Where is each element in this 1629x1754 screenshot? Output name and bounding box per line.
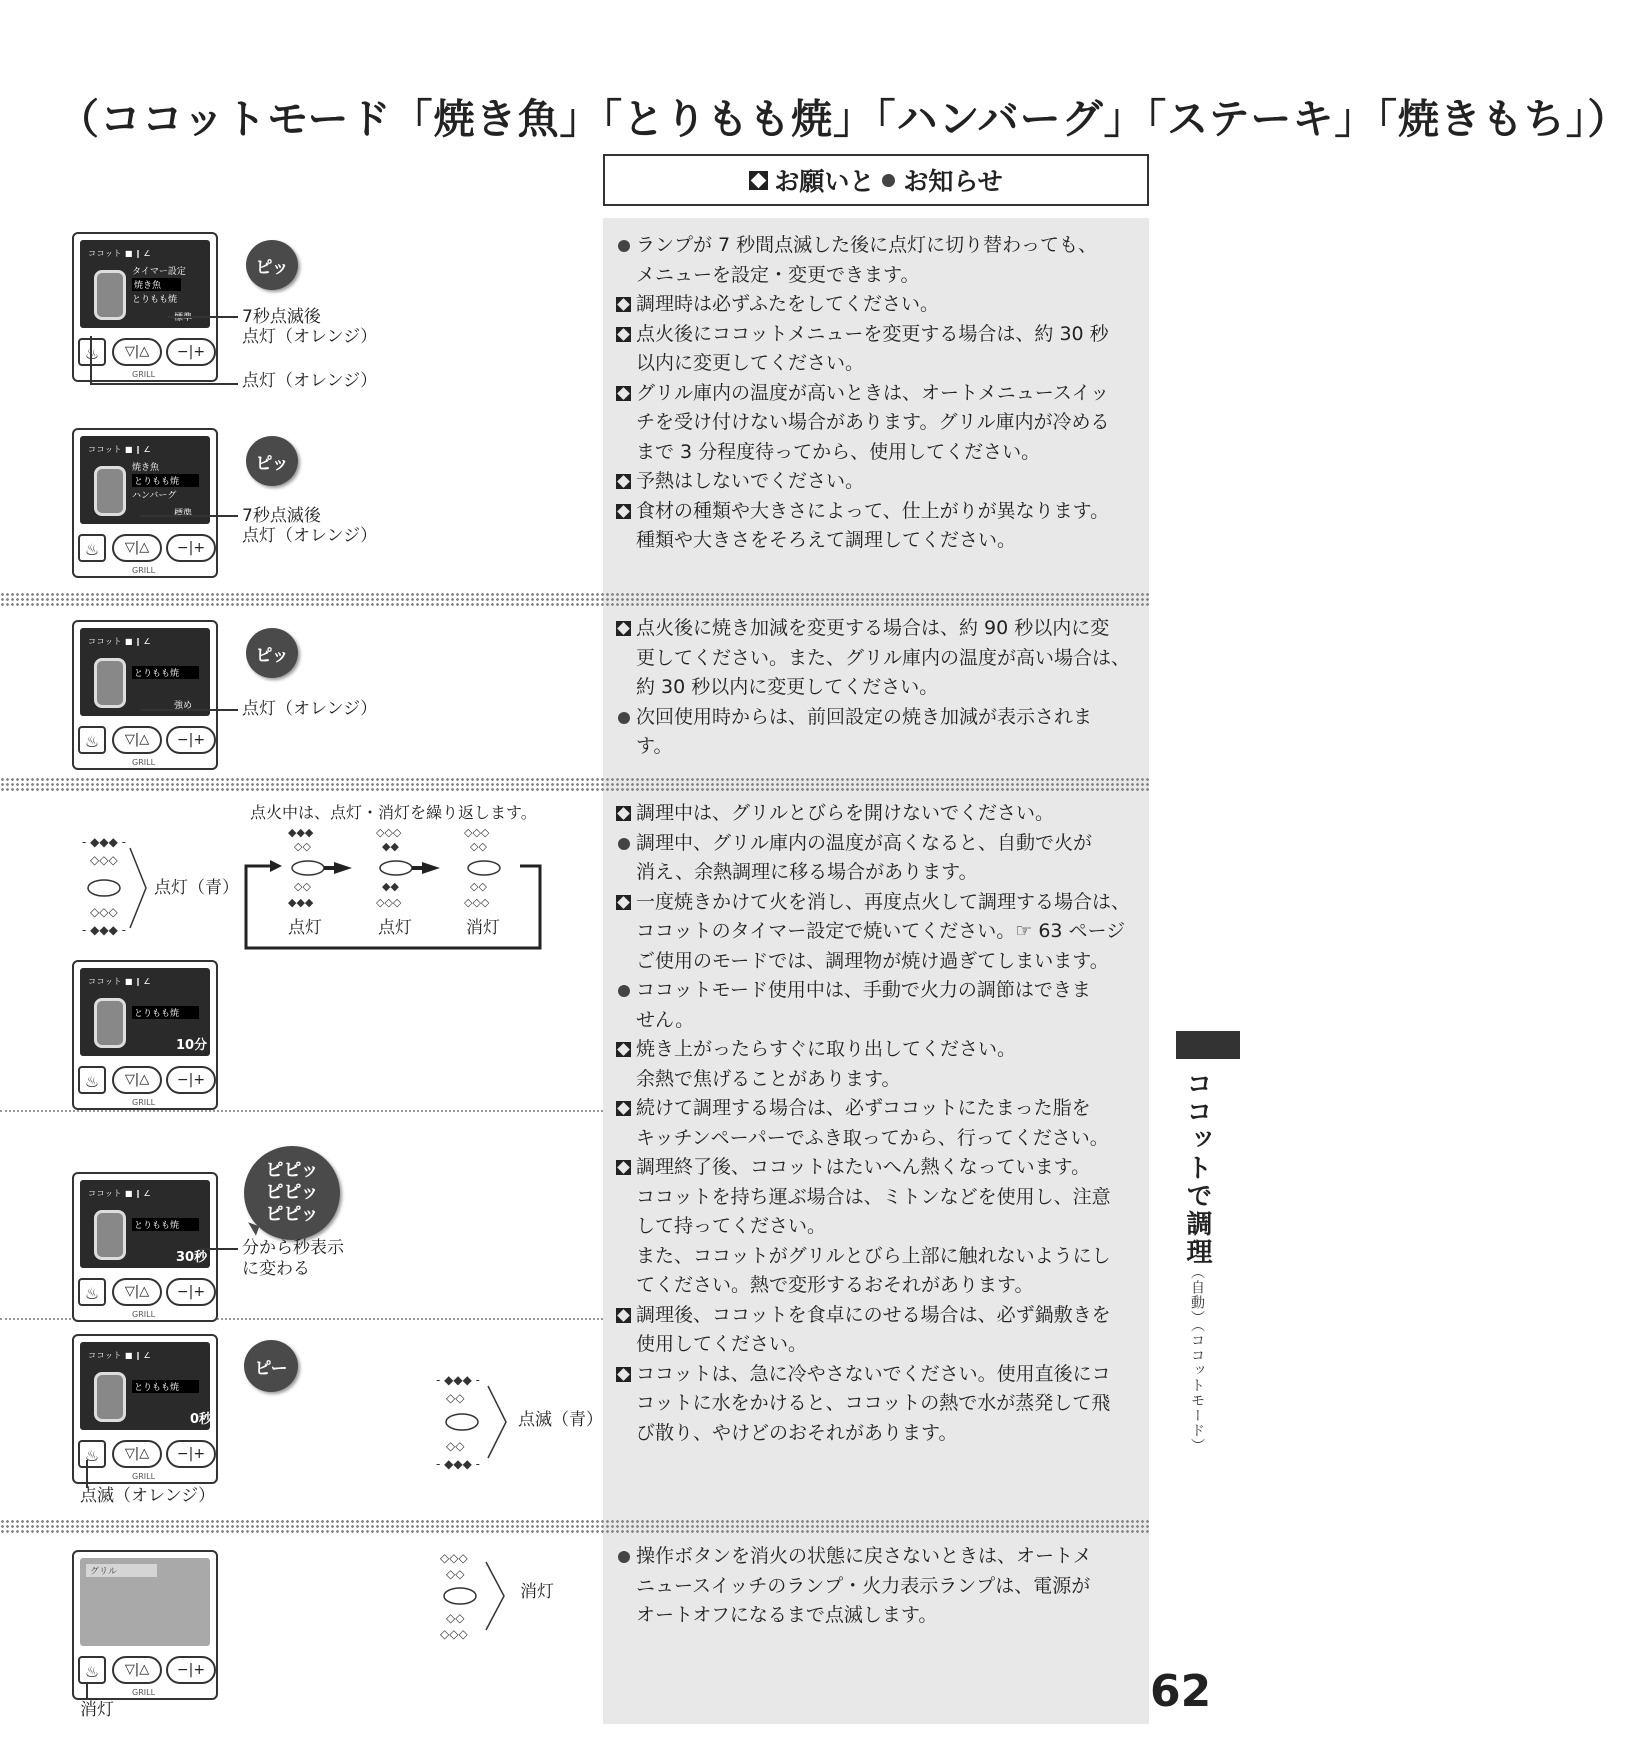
note-line: まで 3 分程度待ってから、使用してください。 — [636, 440, 1041, 463]
adjust-button[interactable]: −|+ — [166, 1656, 216, 1684]
svg-text:◆◆: ◆◆ — [382, 880, 399, 893]
note-line: 点火後に焼き加減を変更する場合は、約 90 秒以内に変 — [636, 617, 1110, 639]
menu-item: タイマー設定 — [132, 267, 186, 277]
leader-line — [168, 316, 238, 318]
note-item — [614, 1301, 1146, 1360]
note-item — [614, 703, 1146, 762]
grill-label: GRILL — [132, 566, 156, 575]
note-item — [614, 290, 1146, 320]
lamp-off — [436, 1546, 516, 1646]
svg-text:◇◇: ◇◇ — [294, 880, 311, 893]
auto-menu-button[interactable]: ♨ — [78, 1066, 106, 1094]
svg-text:- ◆◆◆ -: - ◆◆◆ - — [82, 923, 126, 937]
status-icons: ココット ■ ∥ ∠ — [88, 249, 152, 258]
note-line: 調理後、ココットを食卓にのせる場合は、必ず鍋敷きを — [636, 1303, 1111, 1326]
svg-text:◇◇◇: ◇◇◇ — [440, 1627, 468, 1641]
status-icons: ココット ■ ∥ ∠ — [88, 977, 152, 986]
svg-text:◇◇: ◇◇ — [446, 1611, 465, 1625]
timer-readout: 0秒 — [190, 1412, 213, 1427]
note-line: 調理中、グリル庫内の温度が高くなると、自動で火が — [636, 831, 1093, 854]
status-icons: ココット ■ ∥ ∠ — [88, 445, 152, 454]
menu-item-selected: 焼き魚 — [132, 278, 181, 291]
svg-text:◇◇◇: ◇◇◇ — [376, 896, 402, 909]
svg-text:◇◇◇: ◇◇◇ — [440, 1551, 468, 1565]
beep-bubble-multi — [244, 1146, 340, 1240]
cycle-state: 点灯 — [378, 918, 412, 938]
callout-label: 点灯（オレンジ） — [242, 526, 378, 546]
adjust-button[interactable]: −|+ — [166, 726, 216, 754]
cocotte-icon — [94, 998, 126, 1048]
beep-bubble: ピッ — [246, 436, 298, 486]
status-icons: ココット ■ ∥ ∠ — [88, 1351, 152, 1360]
note-line: オートオフになるまで点滅します。 — [636, 1604, 938, 1626]
note-item — [614, 1360, 1146, 1449]
svg-text:◇◇◇: ◇◇◇ — [90, 853, 118, 867]
page-title: （ココットモード「焼き魚」「とりもも焼」「ハンバーグ」「ステーキ」「焼きもち」） — [58, 95, 1629, 143]
note-item — [614, 231, 1146, 290]
note-item — [614, 379, 1146, 468]
svg-text:◇◇: ◇◇ — [294, 840, 311, 853]
note-line: 種類や大きさをそろえて調理してください。 — [636, 529, 1017, 551]
control-panel-5 — [72, 1172, 218, 1322]
note-line: 焼き上がったらすぐに取り出してください。 — [636, 1038, 1017, 1060]
adjust-button[interactable]: −|+ — [166, 1278, 216, 1306]
lamp-lit-blue — [82, 835, 146, 937]
svg-text:◆◆: ◆◆ — [382, 840, 399, 853]
doneness-level: 標準 — [174, 509, 193, 519]
notes-section-4 — [614, 1542, 1146, 1631]
svg-text:◇◇◇: ◇◇◇ — [90, 905, 118, 919]
control-panel-4 — [72, 960, 218, 1110]
note-item — [614, 829, 1146, 888]
caution-icon — [749, 171, 768, 190]
note-item — [614, 1094, 1146, 1153]
cocotte-icon — [94, 466, 126, 516]
menu-item: グリル — [86, 1564, 157, 1577]
auto-menu-button[interactable]: ♨ — [78, 1656, 106, 1684]
note-line: 一度焼きかけて火を消し、再度点火して調理する場合は、 — [636, 890, 1131, 913]
note-line: ランプが 7 秒間点滅した後に点灯に切り替わっても、 — [636, 234, 1097, 256]
note-line: 続けて調理する場合は、必ずココットにたまった脂を — [636, 1097, 1091, 1119]
beep-bubble: ピッ — [246, 240, 298, 290]
leader-line — [140, 515, 238, 517]
note-item — [614, 467, 1146, 497]
svg-text:- ◆◆◆ -: - ◆◆◆ - — [436, 1373, 480, 1387]
menu-item: ハンバーグ — [132, 491, 177, 501]
callout-label: 点滅（青） — [518, 1410, 603, 1430]
info-dot-icon — [882, 174, 895, 187]
auto-menu-button[interactable]: ♨ — [78, 726, 106, 754]
note-line: 調理終了後、ココットはたいへん熱くなっています。 — [636, 1156, 1091, 1178]
note-item — [614, 976, 1146, 1035]
svg-text:◆◆◆: ◆◆◆ — [288, 826, 314, 839]
display-screen — [80, 1342, 213, 1430]
notice-header-label: お願いと — [774, 167, 875, 196]
beep-text: ピピッ — [265, 1160, 319, 1181]
notes-section-2 — [614, 614, 1146, 762]
grill-label: GRILL — [132, 1688, 156, 1697]
note-item — [614, 1542, 1146, 1631]
note-item — [614, 1153, 1146, 1301]
control-panel-2 — [72, 428, 218, 578]
grill-label: GRILL — [132, 1310, 156, 1319]
svg-text:- ◆◆◆ -: - ◆◆◆ - — [82, 835, 126, 849]
beep-bubble: ピッ — [246, 628, 298, 678]
note-line: 予熱はしないでください。 — [636, 470, 865, 492]
auto-menu-button[interactable]: ♨ — [78, 1278, 106, 1306]
leader-line — [200, 1248, 238, 1250]
leader-line — [90, 336, 92, 384]
callout-label: 点滅（オレンジ） — [80, 1486, 216, 1506]
menu-item: 焼き魚 — [132, 463, 160, 473]
callout-label: 7秒点滅後 — [242, 307, 321, 327]
grill-label: GRILL — [132, 1098, 156, 1107]
leader-line — [90, 383, 238, 385]
adjust-button[interactable]: −|+ — [166, 534, 216, 562]
beep-text: ピピッ — [265, 1182, 319, 1203]
svg-text:- ◆◆◆ -: - ◆◆◆ - — [436, 1457, 480, 1471]
note-line: メニューを設定・変更できます。 — [636, 263, 920, 286]
cocotte-icon — [94, 1372, 126, 1422]
cycle-state: 点灯 — [288, 918, 322, 938]
timer-readout: 30秒 — [176, 1250, 208, 1265]
note-line: 食材の種類や大きさによって、仕上がりが異なります。 — [636, 499, 1110, 522]
note-item — [614, 1035, 1146, 1094]
section-divider — [0, 1519, 1149, 1535]
callout-label: 消灯 — [520, 1582, 554, 1602]
note-item — [614, 497, 1146, 556]
menu-item: とりもも焼 — [132, 295, 178, 305]
lamp-blink-blue — [436, 1366, 516, 1476]
auto-menu-button[interactable]: ♨ — [78, 1440, 106, 1468]
note-item — [614, 888, 1146, 977]
note-line: 約 30 秒以内に変更してください。 — [636, 676, 939, 698]
grill-label: GRILL — [132, 758, 156, 767]
adjust-button[interactable]: −|+ — [166, 1440, 216, 1468]
note-line: グリル庫内の温度が高いときは、オートメニュースイッ — [636, 381, 1110, 404]
leader-line — [140, 709, 238, 711]
menu-select-button[interactable]: ▽|△ — [112, 1066, 162, 1094]
adjust-button[interactable]: −|+ — [166, 338, 216, 366]
cocotte-icon — [94, 1210, 126, 1260]
svg-text:◇◇: ◇◇ — [446, 1391, 465, 1405]
menu-item-selected: とりもも焼 — [132, 1006, 199, 1019]
menu-select-button[interactable]: ▽|△ — [112, 338, 162, 366]
note-line: す。 — [636, 735, 673, 757]
display-screen — [80, 628, 210, 716]
note-line: して持ってください。 — [636, 1215, 827, 1237]
cycle-state: 消灯 — [466, 918, 500, 938]
chapter-tab — [1176, 1031, 1240, 1059]
callout-label: に変わる — [242, 1259, 310, 1279]
note-line: ココットを持ち運ぶ場合は、ミトンなどを使用し、注意 — [636, 1185, 1111, 1208]
menu-select-button[interactable]: ▽|△ — [112, 1656, 162, 1684]
beep-text: ピピッ — [265, 1204, 319, 1225]
note-line: てください。熱で変形するおそれがあります。 — [636, 1274, 1034, 1296]
svg-text:◇◇: ◇◇ — [470, 840, 487, 853]
svg-text:◆◆◆: ◆◆◆ — [288, 896, 314, 909]
menu-item-selected: とりもも焼 — [132, 474, 199, 487]
callout-label: 点灯（青） — [154, 878, 239, 898]
section-divider — [0, 592, 1149, 608]
note-line: 次回使用時からは、前回設定の焼き加減が表示されま — [636, 705, 1093, 728]
page-number: 62 — [1150, 1666, 1212, 1717]
doneness-level: 標準 — [174, 313, 193, 323]
auto-menu-button[interactable]: ♨ — [78, 534, 106, 562]
doneness-level: 強め — [174, 701, 193, 711]
note-line: キッチンペーパーでふき取ってから、行ってください。 — [636, 1126, 1109, 1149]
menu-select-button[interactable]: ▽|△ — [112, 726, 162, 754]
svg-text:◇◇: ◇◇ — [470, 880, 487, 893]
note-line: チを受け付けない場合があります。グリル庫内が冷める — [636, 411, 1110, 433]
callout-label: 点灯（オレンジ） — [242, 327, 378, 347]
note-line: ご使用のモードでは、調理物が焼け過ぎてしまいます。 — [636, 949, 1109, 972]
callout-label: 7秒点滅後 — [242, 506, 321, 526]
control-panel-6 — [72, 1334, 218, 1484]
note-line: ココットは、急に冷やさないでください。使用直後にコ — [636, 1362, 1111, 1385]
display-screen — [80, 240, 210, 328]
note-line: コットに水をかけると、ココットの熱で水が蒸発して飛 — [636, 1392, 1111, 1414]
svg-text:◇◇◇: ◇◇◇ — [376, 826, 402, 839]
auto-menu-button[interactable]: ♨ — [78, 338, 106, 366]
note-line: ココットのタイマー設定で焼いてください。☞ 63 ページ — [636, 920, 1126, 942]
timer-readout: 10分 — [176, 1038, 208, 1053]
notes-section-3 — [614, 799, 1146, 1448]
note-line: 調理中は、グリルとびらを開けないでください。 — [636, 802, 1055, 824]
note-line: 消え、余熱調理に移る場合があります。 — [636, 861, 978, 883]
note-line: 操作ボタンを消火の状態に戻さないときは、オートメ — [636, 1545, 1092, 1567]
svg-text:◇◇: ◇◇ — [446, 1567, 465, 1581]
display-screen-off — [80, 1558, 210, 1646]
grill-label: GRILL — [132, 1472, 156, 1481]
status-icons: ココット ■ ∥ ∠ — [88, 637, 152, 646]
display-screen — [80, 968, 210, 1056]
control-panel-7 — [72, 1550, 218, 1700]
cocotte-icon — [94, 658, 126, 708]
menu-item-selected: とりもも焼 — [132, 666, 199, 679]
note-line: 余熱で焦げることがあります。 — [636, 1067, 901, 1090]
control-panel-3 — [72, 620, 218, 770]
section-divider — [0, 777, 1149, 793]
note-line: また、ココットがグリルとびら上部に触れないようにし — [636, 1244, 1111, 1267]
menu-select-button[interactable]: ▽|△ — [112, 534, 162, 562]
svg-text:◇◇◇: ◇◇◇ — [464, 826, 490, 839]
grill-label: GRILL — [132, 370, 156, 379]
note-line: 点火後にココットメニューを変更する場合は、約 30 秒 — [636, 322, 1109, 345]
cocotte-icon — [94, 270, 126, 320]
menu-item-selected: とりもも焼 — [132, 1380, 199, 1393]
notes-section-1 — [614, 231, 1146, 556]
callout-label: 分から秒表示 — [242, 1238, 344, 1258]
adjust-button[interactable]: −|+ — [166, 1066, 216, 1094]
note-line: 更してください。また、グリル庫内の温度が高い場合は、 — [636, 646, 1131, 669]
status-icons: ココット ■ ∥ ∠ — [88, 1189, 152, 1198]
note-item — [614, 799, 1146, 829]
note-line: ニュースイッチのランプ・火力表示ランプは、電源が — [636, 1574, 1091, 1597]
note-line: せん。 — [636, 1008, 695, 1031]
callout-label: 消灯 — [80, 1700, 114, 1720]
note-line: 以内に変更してください。 — [636, 352, 865, 374]
leader-line — [86, 1682, 88, 1700]
notice-header — [603, 154, 1149, 206]
note-item — [614, 320, 1146, 379]
svg-text:◇◇: ◇◇ — [446, 1439, 465, 1453]
notice-header-label-2: お知らせ — [903, 167, 1003, 196]
chapter-title: ココットで調理 — [1182, 1070, 1212, 1266]
note-line: 調理時は必ずふたをしてください。 — [636, 293, 940, 315]
control-panel-1 — [72, 232, 218, 382]
note-item — [614, 614, 1146, 703]
display-screen — [80, 1180, 210, 1268]
display-screen — [80, 436, 210, 524]
cycle-caption: 点火中は、点灯・消灯を繰り返します。 — [250, 803, 537, 822]
chapter-subtitle: （自動）（ココットモード） — [1189, 1265, 1205, 1453]
leader-line — [86, 1460, 88, 1488]
menu-select-button[interactable]: ▽|△ — [112, 1440, 162, 1468]
beep-bubble: ピー — [244, 1340, 298, 1392]
callout-label: 点灯（オレンジ） — [242, 699, 378, 719]
note-line: ココットモード使用中は、手動で火力の調節はできま — [636, 979, 1091, 1001]
svg-text:◇◇◇: ◇◇◇ — [464, 896, 490, 909]
menu-item-selected: とりもも焼 — [132, 1218, 199, 1231]
note-line: 使用してください。 — [636, 1333, 808, 1355]
sub-divider — [0, 1110, 603, 1112]
callout-label: 点灯（オレンジ） — [242, 371, 378, 391]
menu-select-button[interactable]: ▽|△ — [112, 1278, 162, 1306]
note-line: び散り、やけどのおそれがあります。 — [636, 1421, 958, 1444]
